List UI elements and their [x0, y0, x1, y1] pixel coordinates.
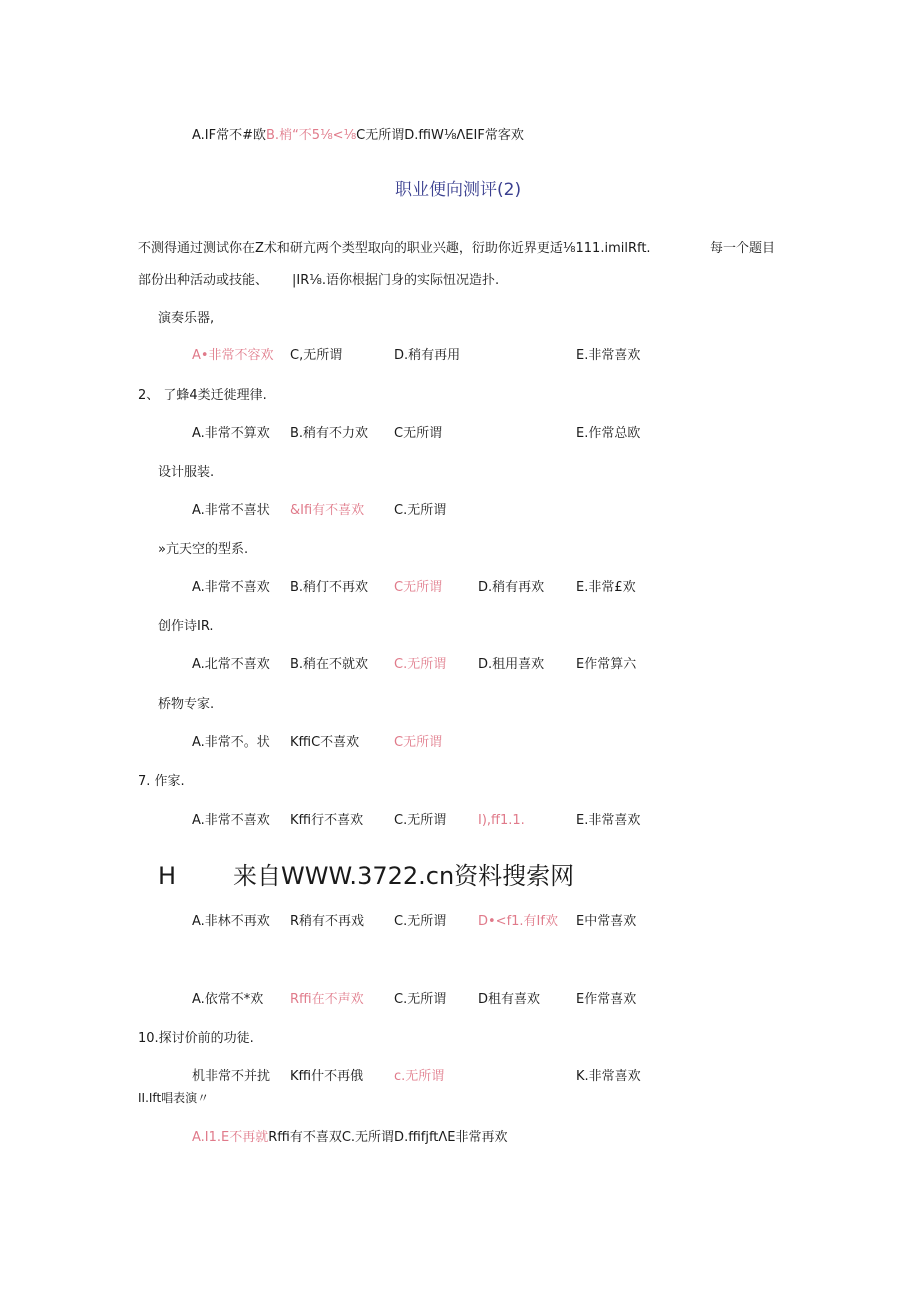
- top-option-b: B.梢“不5⅛<⅛: [266, 128, 357, 143]
- question-label: 设计服装.: [158, 465, 215, 480]
- answer-option[interactable]: Kffi什不再俄: [290, 1069, 364, 1084]
- bottom-option-b: Rffi有不喜双C.无所谓D.ffifjftΛE非常再欢: [268, 1130, 508, 1145]
- answer-option[interactable]: A.非常不算欢: [192, 426, 270, 441]
- answer-option[interactable]: I),ff1.1.: [478, 813, 525, 828]
- answer-option[interactable]: E中常喜欢: [576, 914, 637, 929]
- question-label: 2、 了蜂4类迁徙理律.: [138, 388, 267, 403]
- question-label: 7. 作家.: [138, 774, 185, 789]
- watermark-h: H: [158, 862, 177, 890]
- intro-line-1-right: 每一个题目: [710, 241, 776, 256]
- answer-option[interactable]: Kffi行不喜欢: [290, 813, 364, 828]
- question-11-label: II.Ift唱表演〃: [138, 1091, 210, 1105]
- watermark-text: 来自WWW.3722.cn资料搜索网: [233, 862, 575, 890]
- answer-option[interactable]: C.无所谓: [394, 813, 447, 828]
- answer-option[interactable]: A.非常不喜状: [192, 503, 270, 518]
- answer-option[interactable]: E作常喜欢: [576, 992, 637, 1007]
- bottom-answer-line: [192, 1130, 508, 1146]
- answer-option[interactable]: C.无所谓: [394, 992, 447, 1007]
- answer-option[interactable]: B.稍仃不再欢: [290, 580, 369, 595]
- answer-option[interactable]: B.稍有不力欢: [290, 426, 369, 441]
- question-label: 演奏乐器,: [158, 311, 215, 326]
- question-label: 创作诗IR.: [158, 619, 214, 634]
- intro-line-2: 部份出种活动或技能、: [138, 273, 269, 288]
- answer-option[interactable]: A.非林不再欢: [192, 914, 270, 929]
- answer-option[interactable]: A.北常不喜欢: [192, 657, 270, 672]
- answer-option[interactable]: R稍有不再戏: [290, 914, 365, 929]
- answer-option[interactable]: E.作常总欧: [576, 426, 641, 441]
- intro-line-1: 不测得通过测试你在Z术和研亢两个类型取向的职业兴趣，衍助你近界更适⅛111.imilRft.: [138, 241, 651, 256]
- answer-option[interactable]: D.稍有再欢: [478, 580, 545, 595]
- answer-option[interactable]: C.无所谓: [394, 914, 447, 929]
- intro-line-2b: |IR⅛.语你根据门身的实际忸况造扑.: [292, 273, 500, 288]
- answer-option[interactable]: Rffi在不声欢: [290, 992, 364, 1007]
- answer-option[interactable]: E作常算六: [576, 657, 637, 672]
- answer-option[interactable]: &Ifi有不喜欢: [290, 503, 365, 518]
- answer-option[interactable]: D租有喜欢: [478, 992, 541, 1007]
- answer-option[interactable]: A.非常不喜欢: [192, 813, 270, 828]
- answer-option[interactable]: C无所谓: [394, 580, 443, 595]
- question-label: 10.探讨价前的功徒.: [138, 1031, 254, 1046]
- answer-option[interactable]: A•非常不容欢: [192, 348, 274, 363]
- answer-option[interactable]: C无所谓: [394, 426, 443, 441]
- question-label: »亢天空的型系.: [158, 542, 249, 557]
- answer-option[interactable]: A.依常不*欢: [192, 992, 264, 1007]
- answer-option[interactable]: E.非常喜欢: [576, 813, 641, 828]
- top-option-c: C无所谓D.ffiW⅛ΛEIF常客欢: [356, 128, 524, 143]
- answer-option[interactable]: K.非常喜欢: [576, 1069, 641, 1084]
- answer-option[interactable]: C,无所谓: [290, 348, 343, 363]
- answer-option[interactable]: D•<f1.有If欢: [478, 914, 558, 929]
- answer-option[interactable]: c.无所谓: [394, 1069, 445, 1084]
- answer-option[interactable]: 机非常不并扰: [192, 1069, 271, 1084]
- answer-option[interactable]: A.非常不。状: [192, 735, 270, 750]
- question-label: 桥物专家.: [158, 697, 215, 712]
- answer-option[interactable]: E.非常£欢: [576, 580, 636, 595]
- top-answer-line: [192, 128, 524, 144]
- answer-option[interactable]: KffiC不喜欢: [290, 735, 360, 750]
- answer-option[interactable]: A.非常不喜欢: [192, 580, 270, 595]
- answer-option[interactable]: B.稍在不就欢: [290, 657, 369, 672]
- answer-option[interactable]: C无所谓: [394, 735, 443, 750]
- answer-option[interactable]: D.稍有再用: [394, 348, 461, 363]
- page-title: 职业便向测评(2): [395, 180, 522, 200]
- answer-option[interactable]: D.租用喜欢: [478, 657, 545, 672]
- answer-option[interactable]: E.非常喜欢: [576, 348, 641, 363]
- answer-option[interactable]: C.无所谓: [394, 657, 447, 672]
- top-option-a: A.IF常不#欧: [192, 128, 267, 143]
- bottom-option-a: A.I1.E不再就: [192, 1130, 269, 1145]
- answer-option[interactable]: C.无所谓: [394, 503, 447, 518]
